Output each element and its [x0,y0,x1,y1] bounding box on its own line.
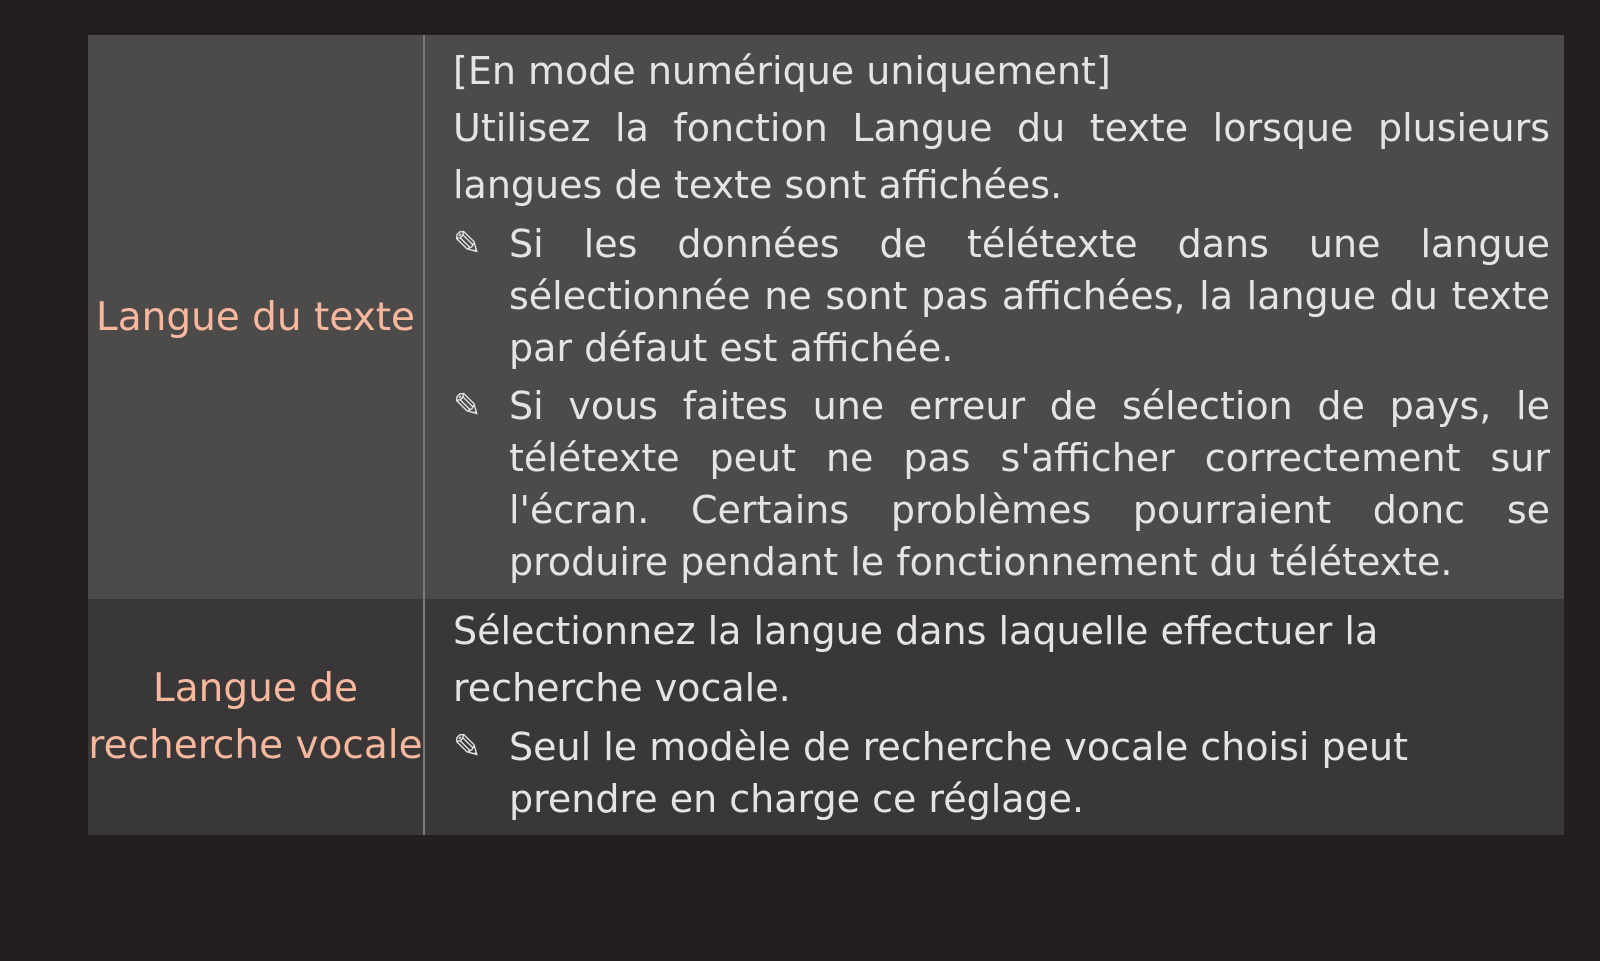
row-label-langue-de-recherche-vocale: Langue de recherche vocale [88,599,424,835]
mode-restriction-text: [En mode numérique uniquement] [453,48,1111,93]
note-text: Si vous faites une erreur de sélection de pays, le télétexte peut ne pas s'afficher correctement sur l'écran. Certains problèmes pourraient donc se produire pendant le fonctionnement du télétexte. [509,383,1550,584]
row-label-langue-du-texte: Langue du texte [88,35,424,599]
note-item [453,721,1550,825]
note-item [453,218,1550,374]
table-row-langue-de-recherche-vocale [88,599,1564,835]
note-text: Si les données de télétexte dans une langue sélectionnée ne sont pas affichées, la langue du texte par défaut est affichée. [509,221,1550,370]
note-item [453,380,1550,588]
pencil-icon: ✎ [453,385,482,426]
pencil-icon: ✎ [453,727,482,767]
pencil-icon: ✎ [453,223,482,264]
table-row-langue-du-texte [88,35,1564,599]
description-text: Sélectionnez la langue dans laquelle effectuer la recherche vocale. [453,609,1379,710]
note-text: Seul le modèle de recherche vocale choisi peut prendre en charge ce réglage. [509,725,1408,821]
row-content-langue-du-texte [424,35,1564,599]
description-text: Utilisez la fonction Langue du texte lorsque plusieurs langues de texte sont affichées. [453,105,1550,207]
settings-table [88,35,1564,835]
row-content-langue-de-recherche-vocale [424,599,1564,835]
